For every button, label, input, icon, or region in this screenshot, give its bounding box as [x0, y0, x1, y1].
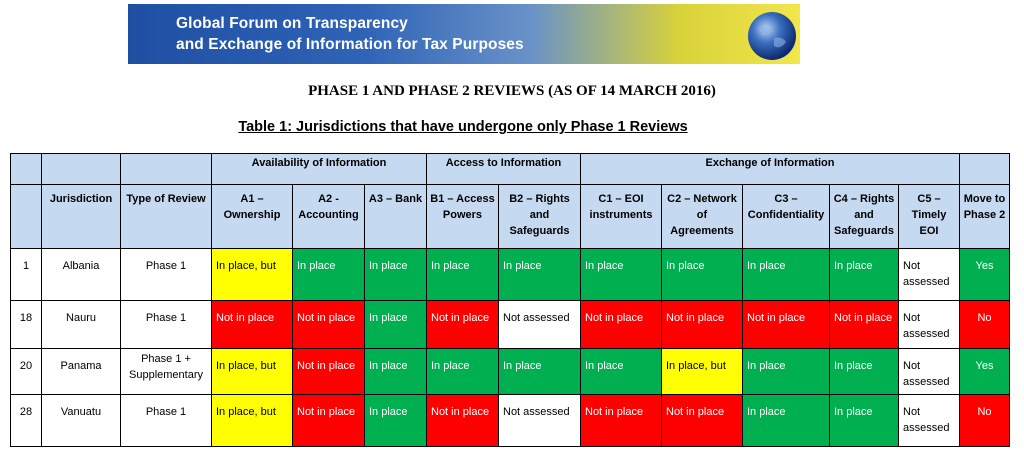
cell-a2: Not in place	[292, 348, 365, 395]
group-access: Access to Information	[426, 153, 581, 185]
cell-a2: Not in place	[292, 300, 365, 349]
cell-a1: In place, but	[211, 248, 293, 301]
cell-c5: Not assessed	[898, 300, 960, 349]
cell-c3: In place	[742, 348, 830, 395]
cell-a2: Not in place	[292, 394, 365, 447]
cell-c4: In place	[829, 248, 899, 301]
cell-c1: In place	[580, 248, 662, 301]
cell-c1: In place	[580, 348, 662, 395]
cell-b1: In place	[426, 248, 499, 301]
column-a1: A1 – Ownership	[211, 184, 293, 249]
reviews-table	[10, 153, 1010, 447]
cell-a1: In place, but	[211, 394, 293, 447]
cell-b1: In place	[426, 348, 499, 395]
cell-type: Phase 1	[120, 394, 212, 447]
cell-c5: Not assessed	[898, 394, 960, 447]
column-c2: C2 – Network of Agreements	[661, 184, 743, 249]
column-a3: A3 – Bank	[364, 184, 427, 249]
cell-move: No	[959, 300, 1010, 349]
cell-b2: Not assessed	[498, 394, 581, 447]
cell-c4: In place	[829, 348, 899, 395]
cell-c2: In place	[661, 248, 743, 301]
cell-c4: In place	[829, 394, 899, 447]
cell-b2: In place	[498, 348, 581, 395]
cell-jurisdiction: Nauru	[41, 300, 121, 349]
cell-a3: In place	[364, 348, 427, 395]
cell-a1: In place, but	[211, 348, 293, 395]
globe-icon	[744, 8, 800, 64]
cell-jurisdiction: Albania	[41, 248, 121, 301]
cell-num: 28	[10, 394, 42, 447]
header-blank-type	[120, 153, 212, 185]
header-banner	[128, 4, 800, 64]
header-blank-jurisdiction	[41, 153, 121, 185]
cell-num: 1	[10, 248, 42, 301]
cell-b1: Not in place	[426, 394, 499, 447]
column-c3: C3 – Confidentiality	[742, 184, 830, 249]
banner-title-line-2: and Exchange of Information for Tax Purposes	[176, 36, 524, 53]
cell-c5: Not assessed	[898, 248, 960, 301]
cell-move: No	[959, 394, 1010, 447]
cell-b1: Not in place	[426, 300, 499, 349]
header-blank-move	[959, 153, 1010, 185]
cell-c4: Not in place	[829, 300, 899, 349]
cell-c2: Not in place	[661, 394, 743, 447]
cell-jurisdiction: Vanuatu	[41, 394, 121, 447]
column-b2: B2 – Rights and Safeguards	[498, 184, 581, 249]
column-type: Type of Review	[120, 184, 212, 249]
cell-a3: In place	[364, 394, 427, 447]
cell-a3: In place	[364, 300, 427, 349]
page-title: PHASE 1 AND PHASE 2 REVIEWS (AS OF 14 MARCH 2016)	[308, 83, 716, 99]
cell-c3: In place	[742, 394, 830, 447]
cell-type: Phase 1	[120, 300, 212, 349]
column-c4: C4 – Rights and Safeguards	[829, 184, 899, 249]
cell-c5: Not assessed	[898, 348, 960, 395]
cell-c2: Not in place	[661, 300, 743, 349]
group-exchange: Exchange of Information	[580, 153, 960, 185]
cell-b2: In place	[498, 248, 581, 301]
column-move: Move to Phase 2	[959, 184, 1010, 249]
cell-c2: In place, but	[661, 348, 743, 395]
cell-c1: Not in place	[580, 300, 662, 349]
column-a2: A2 - Accounting	[292, 184, 365, 249]
cell-c3: Not in place	[742, 300, 830, 349]
cell-c1: Not in place	[580, 394, 662, 447]
header-num	[10, 184, 42, 249]
header-blank-num	[10, 153, 42, 185]
column-jurisdiction: Jurisdiction	[41, 184, 121, 249]
cell-a1: Not in place	[211, 300, 293, 349]
cell-type: Phase 1 + Supplementary	[120, 348, 212, 395]
cell-c3: In place	[742, 248, 830, 301]
cell-move: Yes	[959, 248, 1010, 301]
cell-type: Phase 1	[120, 248, 212, 301]
cell-a2: In place	[292, 248, 365, 301]
column-b1: B1 – Access Powers	[426, 184, 499, 249]
cell-num: 20	[10, 348, 42, 395]
cell-a3: In place	[364, 248, 427, 301]
column-c5: C5 – Timely EOI	[898, 184, 960, 249]
cell-jurisdiction: Panama	[41, 348, 121, 395]
cell-num: 18	[10, 300, 42, 349]
cell-b2: Not assessed	[498, 300, 581, 349]
column-c1: C1 – EOI instruments	[580, 184, 662, 249]
banner-title-line-1: Global Forum on Transparency	[176, 15, 408, 32]
group-availability: Availability of Information	[211, 153, 427, 185]
cell-move: Yes	[959, 348, 1010, 395]
table-title: Table 1: Jurisdictions that have undergone only Phase 1 Reviews	[238, 119, 688, 135]
